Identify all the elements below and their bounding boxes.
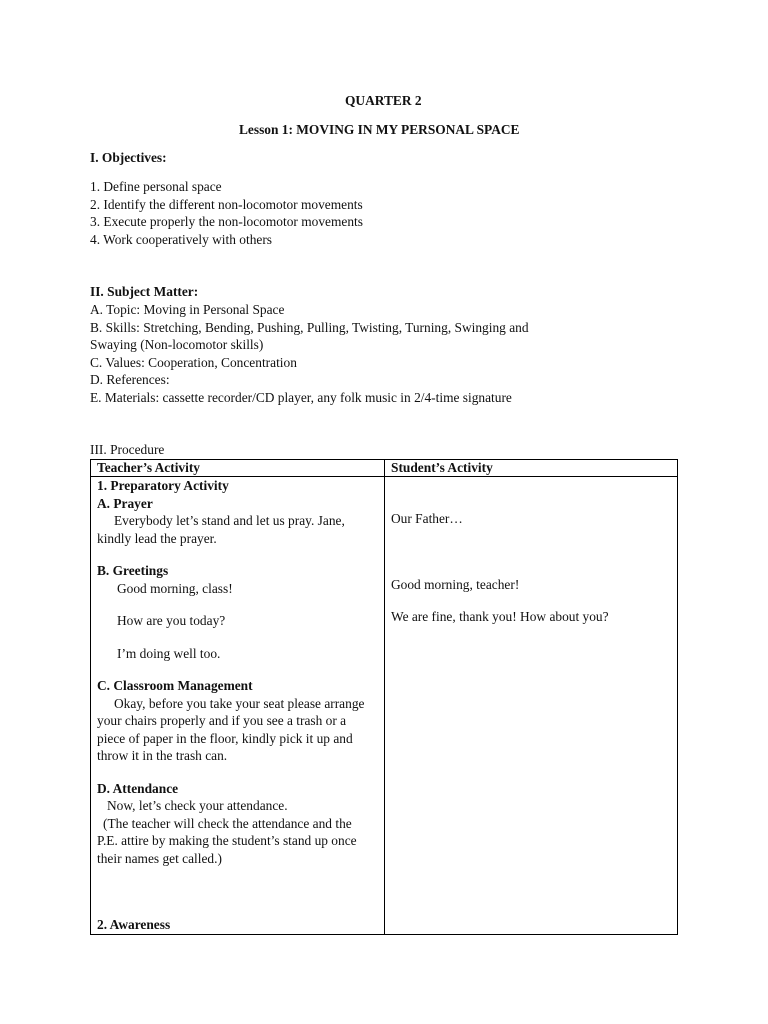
subject-matter-line: C. Values: Cooperation, Concentration — [90, 354, 297, 370]
greeting-text: How are you today? — [117, 613, 226, 628]
prayer-text: Everybody let’s stand and let us pray. Jane, — [114, 513, 345, 528]
greeting-text: I’m doing well too. — [117, 645, 221, 661]
student-activity-cell — [385, 477, 678, 935]
student-response: Good morning, teacher! — [391, 576, 520, 592]
table-header-row — [91, 460, 678, 477]
objective-item: 4. Work cooperatively with others — [90, 231, 273, 247]
procedure-heading: III. Procedure — [90, 442, 165, 457]
lesson-title: Lesson 1: MOVING IN MY PERSONAL SPACE — [239, 122, 520, 137]
prayer-text: kindly lead the prayer. — [97, 530, 217, 546]
attendance-text: (The teacher will check the attendance and the — [103, 815, 352, 831]
subject-matter-line: B. Skills: Stretching, Bending, Pushing, Pulling, Twisting, Turning, Swinging and — [90, 319, 529, 335]
prayer-heading: A. Prayer — [97, 495, 153, 511]
preparatory-heading: 1. Preparatory Activity — [97, 478, 229, 493]
attendance-text: Now, let’s check your attendance. — [107, 798, 288, 813]
subject-matter-line: Swaying (Non-locomotor skills) — [90, 337, 264, 352]
procedure-table — [90, 459, 678, 935]
classroom-text: piece of paper in the floor, kindly pick it up and — [97, 730, 353, 746]
awareness-heading: 2. Awareness — [97, 917, 171, 932]
subject-matter-line: A. Topic: Moving in Personal Space — [90, 302, 285, 317]
objective-item: 1. Define personal space — [90, 179, 222, 194]
classroom-text: Okay, before you take your seat please arrange — [114, 695, 365, 711]
classroom-text: your chairs properly and if you see a trash or a — [97, 713, 347, 728]
attendance-text: their names get called.) — [97, 850, 222, 866]
subject-matter-line: D. References: — [90, 372, 170, 387]
attendance-heading: D. Attendance — [97, 780, 179, 796]
quarter-title: QUARTER 2 — [345, 93, 422, 108]
student-response: We are fine, thank you! How about you? — [391, 609, 609, 624]
classroom-management-heading: C. Classroom Management — [97, 678, 253, 693]
objective-item: 2. Identify the different non-locomotor movements — [90, 196, 363, 212]
greeting-text: Good morning, class! — [117, 580, 233, 596]
student-response: Our Father… — [391, 511, 463, 526]
objectives-heading: I. Objectives: — [90, 150, 167, 165]
teacher-column-header: Teacher’s Activity — [91, 460, 385, 477]
table-row — [91, 477, 678, 935]
teacher-activity-cell — [91, 477, 385, 935]
greetings-heading: B. Greetings — [97, 563, 169, 578]
objective-item: 3. Execute properly the non-locomotor movements — [90, 214, 363, 229]
subject-matter-line: E. Materials: cassette recorder/CD player, any folk music in 2/4-time signature — [90, 389, 512, 405]
student-column-header: Student’s Activity — [385, 460, 678, 477]
attendance-text: P.E. attire by making the student’s stand up once — [97, 833, 357, 848]
classroom-text: throw it in the trash can. — [97, 748, 228, 763]
subject-matter-heading: II. Subject Matter: — [90, 284, 199, 299]
